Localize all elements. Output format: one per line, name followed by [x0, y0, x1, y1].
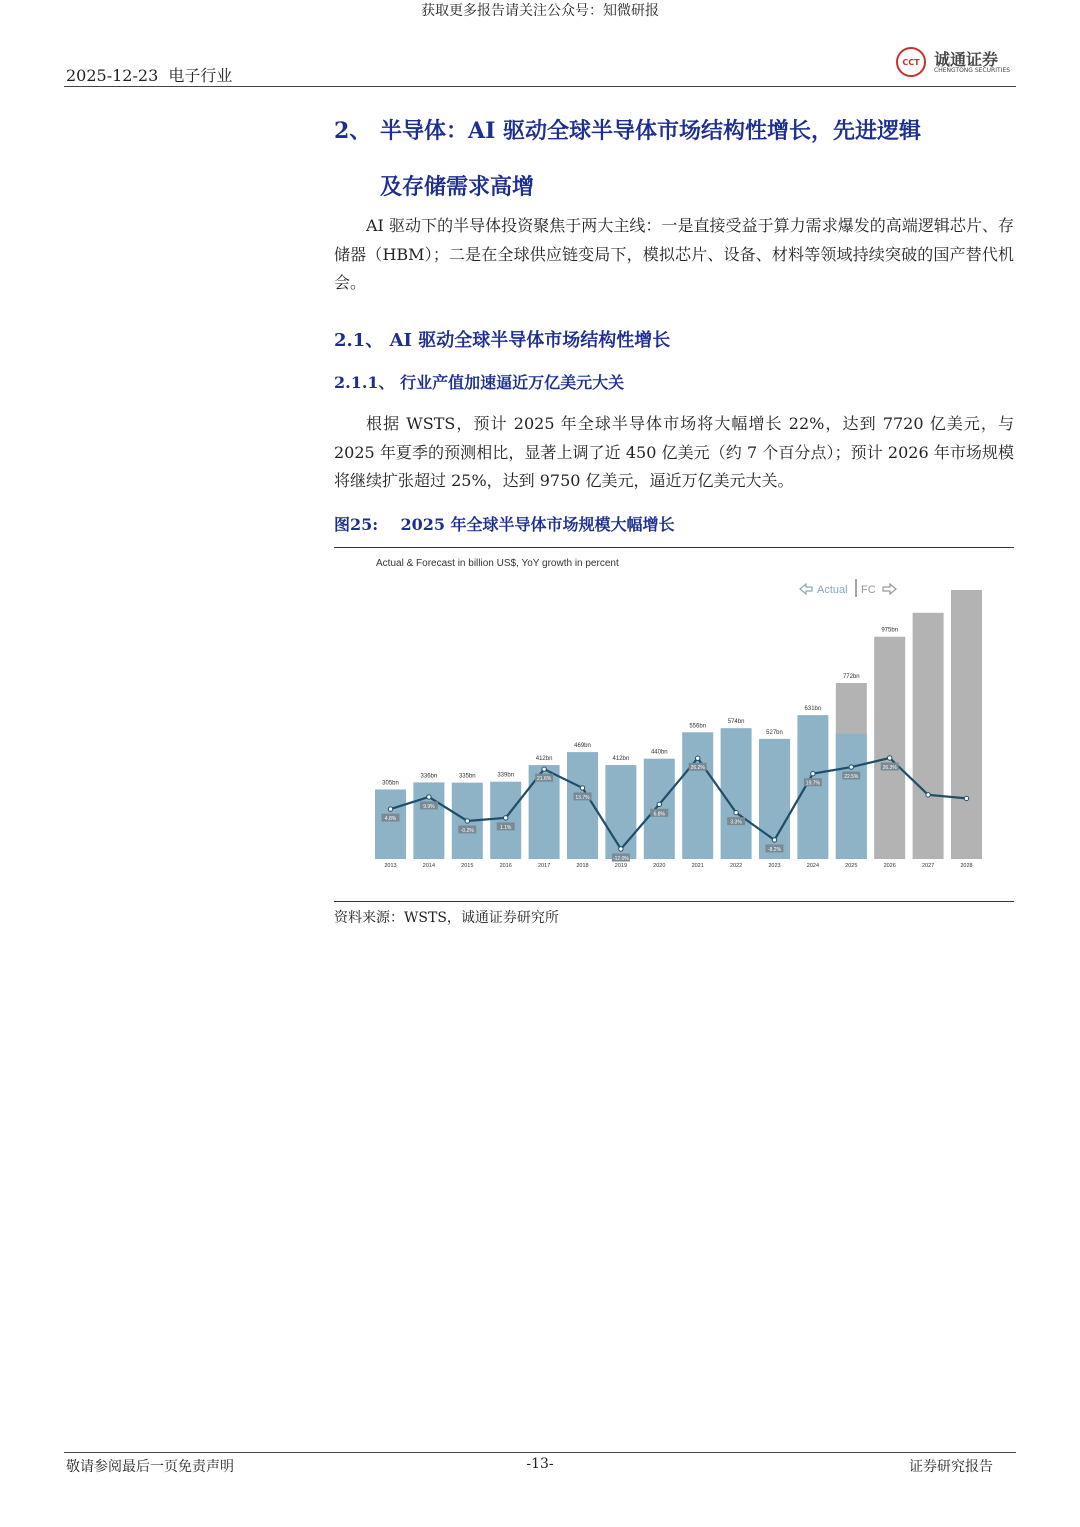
growth-point-2027 [926, 793, 930, 797]
x-tick-2019: 2019 [614, 863, 628, 869]
bar-2021 [682, 732, 713, 859]
arrow-left-icon [800, 584, 812, 594]
top-banner: 获取更多报告请关注公众号：知微研报 [421, 3, 659, 19]
value-label-2013: 305bn [382, 780, 399, 787]
x-tick-2016: 2016 [499, 863, 512, 869]
bar-2028 [951, 590, 982, 859]
growth-label-2026: 26.3% [882, 765, 897, 771]
x-tick-2021: 2021 [691, 863, 704, 869]
logo-mark-text: CCT [902, 57, 920, 67]
growth-label-2024: 19.7% [805, 780, 820, 787]
figure-source: 资料来源：WSTS，诚通证券研究所 [334, 910, 559, 926]
report-date [66, 63, 232, 86]
x-tick-2013: 2013 [384, 863, 397, 869]
bar-2027 [913, 613, 944, 859]
date-text: 2025-12-23 [66, 66, 159, 85]
forecast-label: FC [861, 584, 876, 596]
growth-label-2020: 6.8% [653, 811, 666, 818]
actual-label: Actual [817, 584, 848, 596]
chart-subtitle: Actual & Forecast in billion US$, YoY growth in percent [376, 558, 619, 569]
growth-point-2013 [388, 807, 392, 811]
growth-point-2028 [964, 796, 968, 800]
market-size-chart [334, 548, 1014, 900]
growth-point-2015 [465, 819, 469, 823]
body-text: 根据 WSTS，预计 2025 年全球半导体市场将大幅增长 22%，达到 7720 亿美元，与 2025 年夏季的预测相比，显著上调了近 450 亿美元（约 7 个百分点）；预计 2026 年市场规模将继续扩张超过 25%，达到 9750 亿美元，逼近万亿美元大关。 [334, 414, 1014, 490]
bar-2026 [874, 637, 905, 859]
actual-forecast-legend [800, 579, 896, 597]
growth-point-2019 [619, 847, 623, 851]
growth-label-2021: 26.2% [690, 765, 705, 772]
value-label-2026: 975bn [881, 627, 899, 634]
growth-point-2016 [504, 816, 508, 820]
growth-point-2014 [427, 795, 431, 799]
x-tick-2024: 2024 [806, 863, 820, 869]
growth-label-2015: -0.2% [460, 827, 474, 834]
growth-label-2016: 1.1% [499, 824, 512, 831]
growth-point-2021 [696, 756, 700, 760]
value-label-2018: 469bn [574, 743, 591, 750]
x-tick-2020: 2020 [653, 863, 666, 869]
x-tick-2022: 2022 [729, 863, 743, 869]
growth-label-2017: 21.6% [537, 776, 552, 783]
subsubsection-title: 2.1.1、 行业产值加速逼近万亿美元大关 [334, 373, 625, 392]
footer-disclaimer: 敬请参阅最后一页免责声明 [66, 1459, 234, 1475]
value-label-2024: 631bn [804, 706, 822, 713]
x-tick-2026: 2026 [883, 863, 896, 869]
bar-2025 [836, 734, 867, 859]
growth-label-2019: -12.0% [612, 856, 629, 862]
intro-text: AI 驱动下的半导体投资聚焦于两大主线：一是直接受益于算力需求爆发的高端逻辑芯片、存储器（HBM）；二是在全球供应链变局下，模拟芯片、设备、材料等领域持续突破的国产替代机会。 [334, 216, 1014, 292]
x-tick-2018: 2018 [576, 863, 589, 869]
x-tick-2017: 2017 [537, 863, 551, 869]
bar-2014 [413, 782, 444, 859]
x-tick-2014: 2014 [422, 863, 436, 869]
growth-label-2013: 4.8% [384, 816, 397, 823]
logo-mark-icon [896, 47, 926, 77]
body-paragraph [334, 410, 1014, 496]
value-label-2022: 574bn [727, 719, 745, 726]
growth-point-2023 [772, 838, 776, 842]
value-label-2014: 336bn [420, 773, 438, 780]
bar-2022 [721, 728, 752, 859]
page-number: -13- [526, 1456, 554, 1472]
value-label-2025: 772bn [842, 674, 860, 681]
value-label-2019: 412bn [612, 756, 630, 763]
value-label-2020: 440bn [650, 749, 668, 756]
x-tick-2015: 2015 [461, 863, 474, 869]
industry-text: 电子行业 [168, 66, 233, 85]
bar-2013 [375, 789, 406, 859]
growth-label-2022: 3.3% [730, 819, 742, 826]
value-label-2023: 527bn [766, 729, 783, 736]
growth-label-2014: 9.9% [423, 803, 435, 810]
x-tick-2025: 2025 [845, 863, 858, 869]
figure-title: 图25: 2025 年全球半导体市场规模大幅增长 [334, 515, 675, 534]
section-title-line2: 及存储需求高增 [380, 174, 535, 200]
header-divider [64, 86, 1016, 87]
growth-point-2018 [580, 786, 584, 790]
growth-label-2025: 22.5% [844, 774, 859, 781]
value-label-2021: 556bn [689, 723, 707, 730]
section-title-line1: 半导体：AI 驱动全球半导体市场结构性增长，先进逻辑 [380, 118, 922, 144]
value-label-2015: 335bn [458, 773, 476, 780]
bar-2024 [797, 715, 828, 859]
x-tick-2023: 2023 [768, 863, 781, 869]
logo-en: CHENGTONG SECURITIES [934, 67, 1011, 74]
growth-point-2025 [849, 765, 853, 769]
company-logo [896, 45, 1016, 81]
x-tick-2028: 2028 [960, 863, 973, 869]
arrow-right-icon [883, 584, 896, 594]
value-label-2017: 412bn [535, 756, 553, 763]
growth-point-2026 [888, 756, 892, 760]
section-number: 2、 [334, 118, 372, 144]
growth-point-2020 [657, 802, 661, 806]
growth-label-2018: 13.7% [575, 794, 590, 801]
figure-bottom-rule [334, 901, 1014, 902]
subsection-title: 2.1、 AI 驱动全球半导体市场结构性增长 [334, 330, 671, 351]
logo-cn: 诚通证券 [934, 50, 999, 69]
intro-paragraph [334, 212, 1014, 298]
footer-report-type: 证券研究报告 [909, 1459, 993, 1475]
growth-point-2022 [734, 810, 738, 814]
footer-divider [64, 1452, 1016, 1453]
growth-point-2024 [811, 771, 815, 775]
growth-point-2017 [542, 767, 546, 771]
x-tick-2027: 2027 [921, 863, 935, 869]
growth-label-2023: -8.2% [767, 846, 782, 853]
bar-2019 [605, 765, 636, 859]
value-label-2016: 339bn [497, 772, 515, 779]
